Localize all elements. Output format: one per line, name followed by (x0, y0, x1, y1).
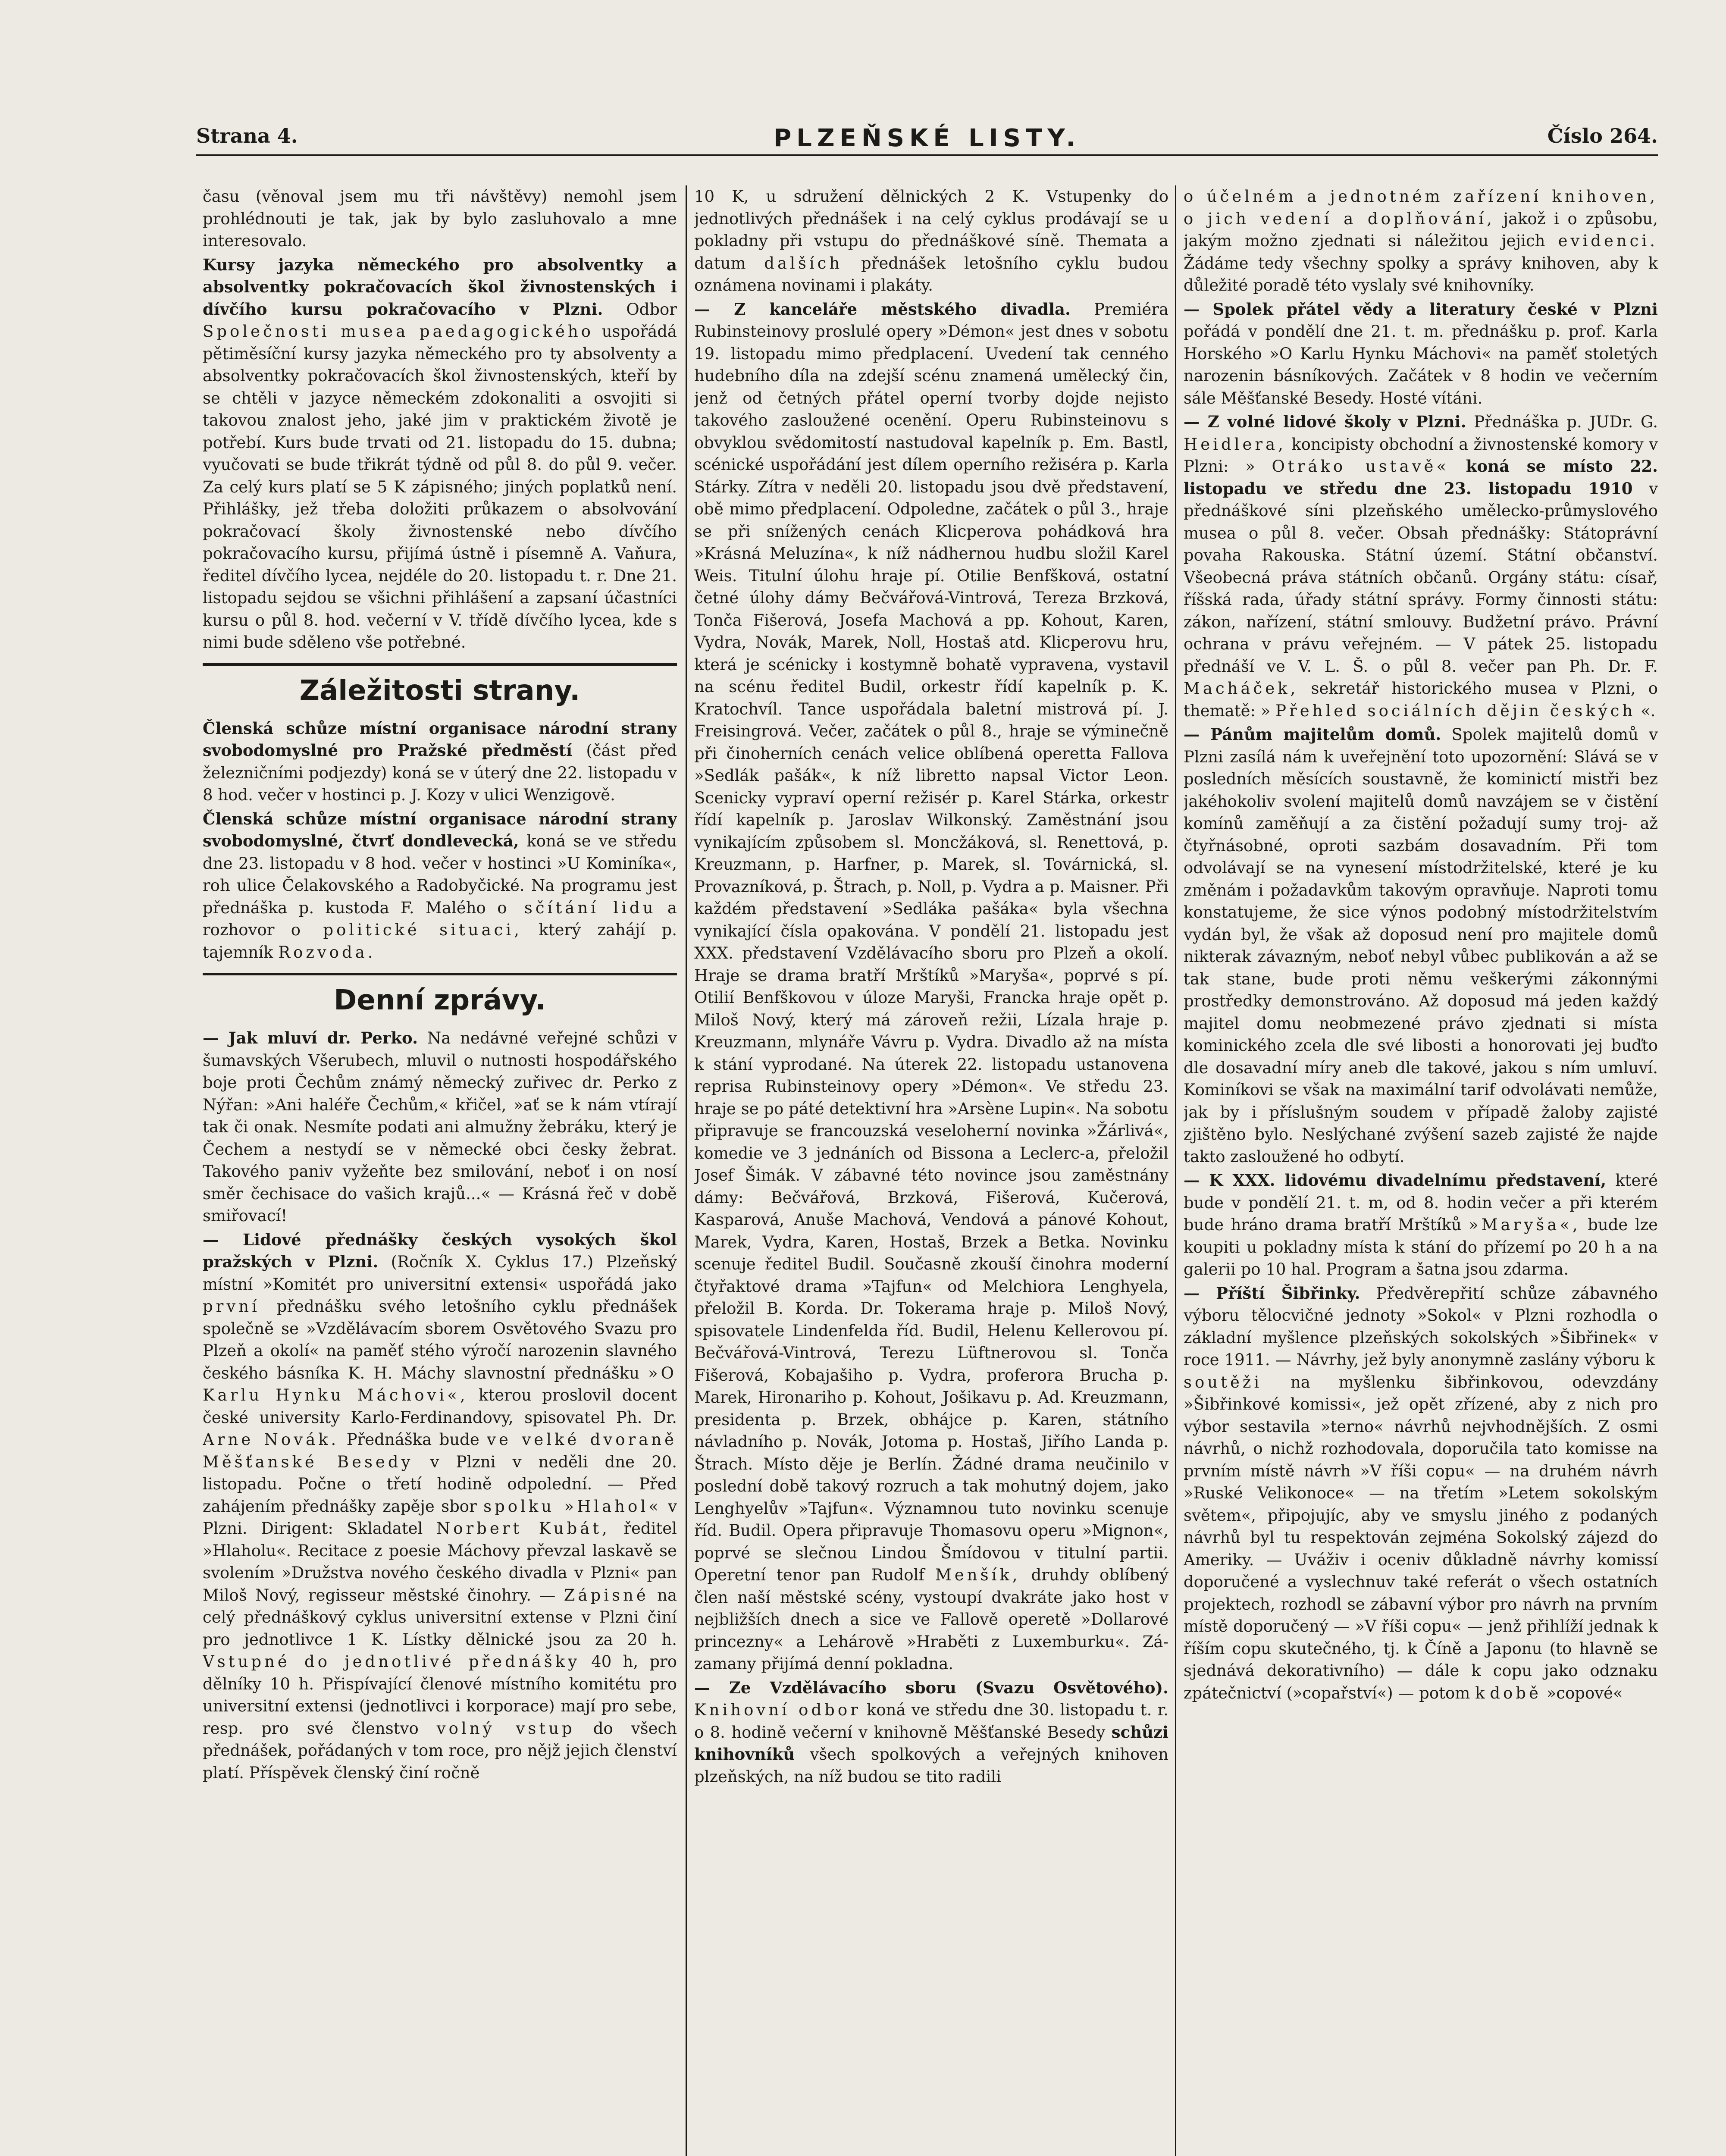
column-divider (1175, 185, 1176, 2156)
article-headline: — Z volné lidové školy v Plzni. (1184, 412, 1466, 431)
section-rule (203, 663, 677, 666)
column-1 (203, 185, 677, 2156)
article-continuation: času (věnoval jsem mu tři návštěvy) nemohl jsem prohlédnouti je tak, jak by bylo zasluhovalo a mne interesovalo. (203, 187, 677, 250)
page-header (196, 116, 1658, 156)
news-item: — Ze Vzdělávacího sboru (Svazu Osvětového). Knihovní odbor koná ve středu dne 30. listopadu t. r. o 8. hodině večerní v knihovně Měšťanské Besedy schůzi knihovníků všech spolkových a veřejných knihoven plzeňských, na níž budou se tito radili (694, 1678, 1168, 1786)
section-rule (203, 973, 677, 975)
article-headline: — Z kanceláře městského divadla. (694, 299, 1071, 319)
column-divider (686, 185, 687, 2156)
article-continuation: 10 K, u sdružení dělnických 2 K. Vstupenky do jednotlivých přednášek i na celý cyklus prodávají se u pokladny při vstupu do přednáškové síně. Themata a datum dalších přednášek letošního cyklu budou oznámena novinami i plakáty. (694, 187, 1168, 295)
masthead-title: PLZEŇSKÉ LISTY. (774, 124, 1081, 152)
section-title: Denní zprávy. (334, 984, 546, 1016)
section-title: Záležitosti strany. (299, 674, 580, 707)
news-item: — K XXX. lidovému divadelnímu představení, které bude v pondělí 21. t. m, od 8. hodin večer a při kterém bude hráno drama bratří Mrštíků »Maryša«, bude lze koupiti u pokladny místa k stání do přízemí po 20 h a na galerii po 10 hal. Program a šatna jsou zdarma. (1184, 1171, 1658, 1279)
article-headline: — K XXX. lidovému divadelnímu představení, (1184, 1171, 1607, 1190)
article-german-courses: Kursy jazyka německého pro absolventky a absolventky pokračovacích škol živnostenských i dívčího kursu pokračovacího v Plzni. Odbor Společnosti musea paedagogického uspořádá pětiměsíční kursy jazyka německého pro ty absolventy a absolventky pokračovacích škol živnostenských, kteří by se chtěli v jazyce německém zdokonaliti a osvojiti si takovou znalost jeho, jaké jim v praktickém životě je potřebí. Kurs bude trvati od 21. listopadu do 15. dubna; vyučovati se bude třikrát týdně od půl 8. do půl 9. večer. Za celý kurs platí se 5 K zápisného; jiných poplatků není. Přihlášky, jež třeba doložiti průkazem o absolvování pokračovací školy živnostenské nebo dívčího pokračovacího kursu, přijímá ústně i písemně A. Vaňura, ředitel dívčího lycea, nejdéle do 20. listopadu t. r. Dne 21. listopadu sejdou se všichni přihlášení a zapsaní účastníci kursu o půl 8. hod. večerní v V. třídě dívčího lycea, kde s nimi bude sděleno vše potřebné. (203, 255, 677, 652)
article-headline: — Spolek přátel vědy a literatury české v Plzni (1184, 299, 1658, 319)
article-headline: — Příští Šibřinky. (1184, 1283, 1360, 1303)
article-headline: — Lidové přednášky českých vysokých škol pražských v Plzni. (203, 1230, 677, 1271)
column-2 (694, 185, 1168, 2156)
news-item: — Pánům majitelům domů. Spolek majitelů domů v Plzni zasílá nám k uveřejnění toto upozornění: Slává se v posledních měsících soustavně, že kominictí mistři bez jakéhokoliv svolení majitelů domů navzájem se v čistění komínů zaměňují a za čistění požadují sumy troj- až čtyřnásobné, oproti sazbám dosavadním. Při tom odvolávají se na vynesení místodržitelské, které je ku změnám i požadavkům takovým opravňuje. Naproti tomu konstatujeme, že sice výnos podobný místodržitelstvím vydán byl, že však až doposud není pro majitele domů nikterak závazným, neboť nebyl vůbec publikován a až se tak stane, bude proti němu veškerými zákonnými prostředky demonstrováno. Až doposud má jeden každý majitel domu neobmezené právo zjednati si místa kominického zcela dle své libosti a honorovati jej buďto dle dosavadní míry aneb dle takové, jakou s ním umluví. Kominíkovi se však na maximální tarif odvolávati nemůže, jak by i příslušným soudem v případě žaloby zajisté zjištěno bylo. Neslýchané zvýšení sazeb zajisté že najde takto zasloužené ho odbytí. (1184, 725, 1658, 1166)
article-headline: — Pánům majitelům domů. (1184, 725, 1441, 744)
news-item: — Jak mluví dr. Perko. Na nedávné veřejné schůzi v šumavských Všerubech, mluvil o nutnosti hospodářského boje proti Čechům známý německý zuřivec dr. Perko z Nýřan: »Ani haléře Čechům,« křičel, »ať se k nám vtírají tak či onak. Nesmíte podati ani almužny žebráku, který je Čechem a nestydí se v německé obci česky žebrat. Takového paniv vyžeňte bez smilování, neboť i on nosí směr čechisace do vašich krajů...« — Krásná řeč v době smiřovací! (203, 1028, 677, 1225)
party-notice: Členská schůze místní organisace národní strany svobodomyslné pro Pražské předměstí (část před železničními podjezdy) koná se v úterý dne 22. listopadu v 8 hod. večer v hostinci p. J. Kozy v ulici Wenzigově. (203, 718, 677, 804)
article-headline: Členská schůze místní organisace národní strany svobodomyslné, čtvrť dondlevecká, (203, 809, 677, 850)
news-item: — Z kanceláře městského divadla. Premiéra Rubinsteinovy proslulé opery »Démon« jest dnes v sobotu 19. listopadu mimo předplacení. Uvedení tak cenného hudebního díla na zdejší scénu znamená umělecký čin, jenž od četných přátel operní tvorby dojde nejisto takového zasloužené ocenění. Operu Rubinsteinovu s obvyklou svědomitostí nastudoval kapelník p. Em. Bastl, scénické uspořádání jest dílem operního režiséra p. Karla Stárky. Zítra v neděli 20. listopadu jsou dvě představení, obě mimo předplacení. Odpoledne, začátek o půl 3., hraje se při snížených cenách Klicperova pohádková hra »Krásná Meluzína«, k níž nádhernou hudbu složil Karel Weis. Titulní úlohu hraje pí. Otilie Benfšková, ostatní četné úlohy dámy Bečvářová-Vintrová, Tereza Brzková, Tonča Fišerová, Josefa Machová a pp. Kohout, Karen, Vydra, Novák, Marek, Noll, Hostaš atd. Klicperovu hru, která je scénicky i kostymně bohatě vypravena, vystavil na scénu ředitel Budil, orkestr řídí kapelník p. K. Kratochvíl. Tance uspořádala baletní mistrová pí. J. Freisingrová. Večer, začátek o půl 8., hraje se výminečně při činoherních cenách velice oblíbená operetta Fallova »Sedlák pašák«, k níž libretto napsal Victor Leon. Scenicky vypraví operní režisér p. Karel Stárka, orkestr řídí kapelník p. Jaroslav Wilkonský. Zaměstnání jsou vynikajícím způsobem sl. Moncžáková, sl. Renettová, p. Kreuzmann, p. Harfner, p. Marek, sl. Továrnická, sl. Provazníková, p. Štrach, p. Noll, p. Vydra a p. Maisner. Při každém představení »Sedláka pašáka« byla všechna vynikající čísla opakována. V pondělí 21. listopadu jest XXX. představení Vzdělávacího sboru pro Plzeň a okolí. Hraje se drama bratří Mrštíků »Maryša«, poprvé s pí. Otilií Benfškovou v úloze Maryši, Francka hraje opět p. Miloš Nový, který má zároveň režii, Lízala hraje p. Kreuzmann, mlynáře Vávru p. Vydra. Divadlo až na místa k stání vyprodané. Na úterek 22. listopadu ustanovena reprisa Rubinsteinovy opery »Démon«. Ve středu 23. hraje se po páté detektivní hra »Arsène Lupin«. Na sobotu připravuje se francouzská veseloherní novinka »Žárlivá«, komedie ve 3 jednáních od Bissona a Leclerc-a, přeložil Josef Šimák. V zábavné této novince jsou zaměstnány dámy: Bečvářová, Brzková, Fišerová, Kučerová, Kasparová, Anuše Machová, Vendová a pánové Kohout, Marek, Vydra, Karen, Hostaš, Brzek a Betka. Novinku scenuje ředitel Budil. Současně zkouší činohra moderní čtyřaktové drama »Tajfun« od Melchiora Lenghyela, přeložil B. Korda. Dr. Tokerama hraje p. Miloš Nový, spisovatele Lindenfelda říd. Budil, Helenu Kellerovou pí. Bečvářová-Vintrová, Terezu Lüftnerovou sl. Tonča Fišerová, Kobajašiho p. Vydra, proferora Brucha p. Marek, Hironariho p. Kohout, Jošikavu p. Ad. Kreuzmann, presidenta p. Brzek, obhájce p. Karen, státního návladního p. Novák, Jotoma p. Hostaš, Jiřího Landa p. Štrach. Místo děje je Berlín. Žádné drama neučinilo v poslední době takový rozruch a tak mohutný dojem, jako Lenghyelův »Tajfun«. Významnou tuto novinku scenuje říd. Budil. Opera připravuje Thomasovu operu »Mignon«, poprvé se slečnou Lindou Šmídovou v titulní partii. Operetní tenor pan Rudolf Menšík, druhdy oblíbený člen naší městské scény, vystoupí dvakráte jako host v nejbližších dnech a sice ve Fallově operetě »Dollarové princezny« a Lehárově »Hraběti z Luxemburku«. Zá- zamany přijímá denní pokladna. (694, 299, 1168, 1673)
column-3 (1184, 185, 1658, 2156)
issue-number: Číslo 264. (1547, 124, 1658, 147)
article-headline: Členská schůze místní organisace národní strany svobodomyslné pro Pražské předměstí (203, 718, 677, 760)
news-item: — Spolek přátel vědy a literatury české v Plzni pořádá v pondělí dne 21. t. m. přednášku p. prof. Karla Horského »O Karlu Hynku Máchovi« na paměť stoletých narozenin básníkových. Začátek v 8 hodin ve večerním sále Měšťanské Besedy. Hosté vítáni. (1184, 299, 1658, 407)
page-number: Strana 4. (196, 124, 298, 147)
news-item: — Z volné lidové školy v Plzni. Přednáška p. JUDr. G. Heidlera, koncipisty obchodní a živnostenské komory v Plzni: » Otráko ustavě« koná se místo 22. listopadu ve středu dne 23. listopadu 1910 v přednáškové síni plzeňského umělecko-průmyslového musea o půl 8. večer. Obsah přednášky: Státoprávní povaha Rakouska. Státní území. Státní občanství. Všeobecná práva státních občanů. Orgány státu: císař, říšská rada, úřady státní správy. Formy činnosti státu: zákon, nařízení, státní smlouvy. Budžetní právo. Právní ochrana v právu veřejném. — V pátek 25. listopadu přednáší ve V. L. Š. o půl 8. večer pan Ph. Dr. F. Macháček, sekretář historického musea v Plzni, o thematě: » Přehled sociálních dějin českých «. (1184, 412, 1658, 720)
party-notice: Členská schůze místní organisace národní strany svobodomyslné, čtvrť dondlevecká, koná se ve středu dne 23. listopadu v 8 hod. večer v hostinci »U Kominíka«, roh ulice Čelakovského a Radobyčické. Na programu jest přednáška p. kustoda F. Malého o sčítání lidu a rozhovor o politické situaci, který zahájí p. tajemník Rozvoda. (203, 809, 677, 962)
article-headline: — Jak mluví dr. Perko. (203, 1028, 418, 1047)
article-headline: Kursy jazyka německého pro absolventky a absolventky pokračovacích škol živnostenských i dívčího kursu pokračovacího v Plzni. (203, 255, 677, 319)
article-headline: — Ze Vzdělávacího sboru (Svazu Osvětového). (694, 1678, 1168, 1697)
news-item: — Lidové přednášky českých vysokých škol pražských v Plzni. (Ročník X. Cyklus 17.) Plzeňský místní »Komitét pro universitní extensi« uspořádá jako první přednášku svého letošního cyklu přednášek společně se »Vzdělávacím sborem Osvětového Svazu pro Plzeň a okolí« na paměť stého výročí narozenin slavného českého básníka K. H. Máchy slavnostní přednášku »O Karlu Hynku Máchovi«, kterou proslovil docent české university Karlo-Ferdinandovy, spisovatel Ph. Dr. Arne Novák. Přednáška bude ve velké dvoraně Měšťanské Besedy v Plzni v neděli dne 20. listopadu. Počne o třetí hodině odpolední. — Před zahájením přednášky zapěje sbor spolku »Hlahol« v Plzni. Dirigent: Skladatel Norbert Kubát, ředitel »Hlaholu«. Recitace z poesie Máchovy převzal laskavě se svolením »Družstva nového českého divadla v Plzni« pan Miloš Nový, regisseur městské činohry. — Zápisné na celý přednáškový cyklus universitní extense v Plzni činí pro jednotlivce 1 K. Lístky dělnické jsou za 20 h. Vstupné do jednotlivé přednášky 40 h, pro dělníky 10 h. Přispívající členové místního komitétu pro universitní extensi (jednotlivci i korporace) mají pro sebe, resp. pro své členstvo volný vstup do všech přednášek, pořádaných v tom roce, pro nějž jejich členství platí. Příspěvek členský činí ročně (203, 1230, 677, 1782)
news-item: — Příští Šibřinky. Předvěrepřití schůze zábavného výboru tělocvičné jednoty »Sokol« v Plzni rozhodla o základní myšlence plzeňských sokolských »Šibřinek« v roce 1911. — Návrhy, jež byly anonymně zaslány výboru k soutěži na myšlenku šibřinkovou, odevzdány »Šibřinkové komissi«, jež opět zřízené, aby z nich pro výbor sestavila »terno« návrhů nejvhodnějších. Z osmi návrhů, o nichž rozhodovala, doporučila tato komisse na prvním místě návrh »V říši copu« — na druhém návrh »Ruské Velikonoce« — na třetím »Letem sokolským světem«, připojujíc, aby ve smyslu jiného z podaných návrhů byl tu respektován zejména Sokolský zájezd do Ameriky. — Uváživ i oceniv důkladně návrhy komissí doporučené a vyslechnuv také referát o všech ostatních projektech, rozhodl se zábavní výbor pro návrh na prvním místě doporučený — »V říši copu« — jenž přihlíží jednak k říším copu skutečného, tj. k Číně a Japonu (to hlavně se sjednává dekorativního) — dále k copu jako odznaku zpátečnictví (»copařství«) — potom k době »copové« (1184, 1283, 1658, 1702)
article-continuation: o účelném a jednotném zařízení knihoven, o jich vedení a doplňování, jakož i o způsobu, jakým možno zjednati si náležitou jejich evidenci. Žádáme tedy všechny spolky a správy knihoven, aby k důležité poradě této vyslaly své knihovníky. (1184, 187, 1658, 295)
